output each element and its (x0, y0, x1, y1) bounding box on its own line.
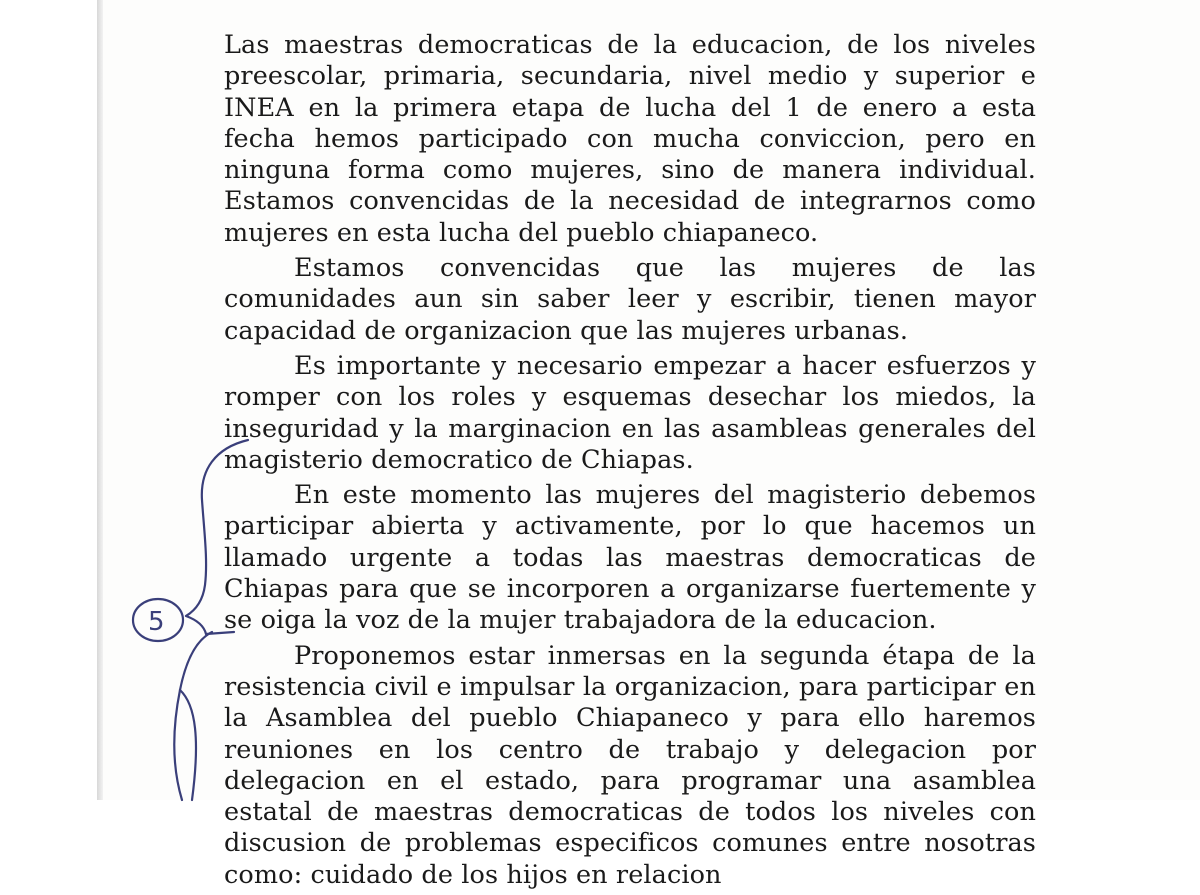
page-margin (0, 0, 97, 800)
circled-number-ring (133, 599, 183, 641)
paragraph-5: Proponemos estar inmersas en la segunda étapa de la resistencia civil e impulsar la organizacion, para participar en la Asamblea del pueblo Chiapaneco y para ello haremos reuniones en los centro de trabajo y delegacion por delegacion en el estado, para programar una asamblea estatal de maestras democraticas de todos los niveles con discusion de problemas especificos comunes entre nosotras como: cuidado de los hijos en relacion (224, 640, 1036, 890)
paragraph-2: Estamos convencidas que las mujeres de las comunidades aun sin saber leer y escribir, tienen mayor capacidad de organizacion que las mujeres urbanas. (224, 253, 1036, 346)
lower-loop-mark (180, 690, 196, 800)
lower-brace-mark (174, 632, 212, 800)
page-binding-edge (97, 0, 103, 800)
paragraph-4: En este momento las mujeres del magisterio debemos participar abierta y activamente, por lo que hacemos un llamado urgente a todas las maestras democraticas de Chiapas para que se incorporen a organizarse fuertemente y se oiga la voz de la mujer trabajadora de la educacion. (224, 480, 1036, 636)
paragraph-1: Las maestras democraticas de la educacion, de los niveles preescolar, primaria, secundaria, nivel medio y superior e INEA en la primera etapa de lucha del 1 de enero a esta fecha hemos participado con mucha conviccion, pero en ninguna forma como mujeres, sino de manera individual. Estamos convencidas de la necesidad de integrarnos como mujeres en esta lucha del pueblo chiapaneco. (224, 30, 1036, 248)
paragraph-3: Es importante y necesario empezar a hacer esfuerzos y romper con los roles y esquemas desechar los miedos, la inseguridad y la marginacion en las asambleas generales del magisterio democratico de Chiapas. (224, 350, 1036, 475)
annotation-number: 5 (148, 607, 165, 637)
document-body (224, 30, 1036, 895)
